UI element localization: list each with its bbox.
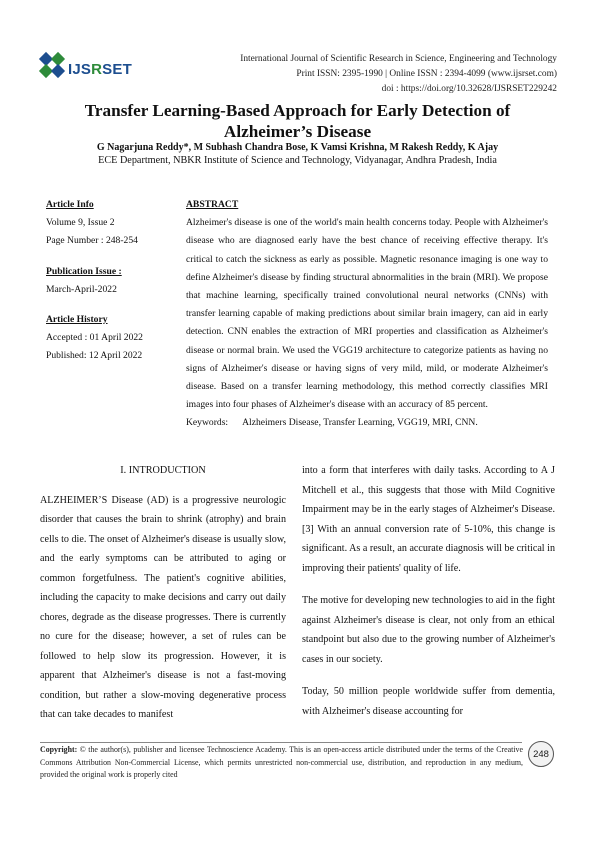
title-line-1: Transfer Learning-Based Approach for Early Detection of (84, 101, 511, 120)
page-number: 248 (528, 741, 554, 767)
article-history-heading: Article History (46, 314, 108, 326)
published-date: Published: 12 April 2022 (46, 350, 143, 362)
paragraph: ALZHEIMER’S Disease (AD) is a progressive neurologic disorder that causes the brain to shrink (atrophy) and brain cells to die. The onset of Alzheimer's disease is usually slow, and the early symptoms can be attributed to aging or common forgetfulness. The patient's cognitive abilities, including the capacity to make decisions and carry out daily chores, degrade as the disease progresses. There is currently no cure for the disease; however, a set of rules can be followed to help slow its progression. However, it is apparent that Alzheimer's disease is not a fast-moving condition, but rather a slow-moving degenerative process that can take decades to manifest (40, 494, 286, 720)
keywords-label: Keywords: (186, 417, 229, 429)
publication-issue-heading: Publication Issue : (46, 265, 122, 277)
logo-text: IJSRSET (68, 61, 132, 78)
article-info-heading: Article Info (46, 199, 94, 210)
journal-logo (38, 51, 138, 81)
affiliation: ECE Department, NBKR Institute of Science and Technology, Vidyanagar, Andhra Pradesh, India (98, 155, 497, 166)
article-info (46, 196, 176, 366)
keywords (186, 414, 548, 432)
paper-title (40, 100, 555, 142)
journal-issn: Print ISSN: 2395-1990 | Online ISSN : 2394-4099 (www.ijsrset.com) (296, 69, 557, 79)
abstract-text: Alzheimer's disease is one of the world's main health concerns today. People with Alzheimer's disease who are diagnosed early have the best chance of receiving effective therapy. It's critical to catch the sickness as early as possible. Magnetic resonance imaging is one way to define Alzheimer's disease by finding structural abnormalities in the brain (MRI). We propose that machine learning, specifically trained convolutional neural networks (CNNs) with transfer learning capable of making predictions about similar brain imagery, can aid in early detection. CNN enables the extraction of MRI properties and classification as Alzheimer's disease or normal brain. We used the VGG19 architecture to categorize patients as having no signs of Alzheimer's disease or having signs of very mild, mild, or moderate Alzheimer's disease. Based on a transfer learning methodology, this method correctly classifies MRI images into four phases of Alzheimer's disease with an accuracy of 85 percent. (186, 217, 548, 411)
copyright-footer (40, 744, 523, 782)
body-column-left (40, 461, 286, 725)
journal-name: International Journal of Scientific Research in Science, Engineering and Technology (240, 54, 557, 64)
abstract (186, 196, 548, 433)
volume-issue: Volume 9, Issue 2 (46, 217, 115, 229)
footer-divider (40, 742, 522, 743)
copyright-text: the author(s), publisher and licensee Technoscience Academy. This is an open-access article distributed under the terms of the Creative Commons Attribution Non-Commercial License, which permits unrestricted non-commercial use, distribution, and reproduction in any medium, provided the original work is properly cited (40, 745, 523, 779)
page-range: Page Number : 248-254 (46, 235, 138, 247)
author-list: G Nagarjuna Reddy*, M Subhash Chandra Bose, K Vamsi Krishna, M Rakesh Reddy, K Ajay (96, 142, 499, 153)
accepted-date: Accepted : 01 April 2022 (46, 332, 143, 344)
abstract-heading: ABSTRACT (186, 199, 239, 210)
copyright-label: Copyright: (40, 745, 78, 754)
paragraph: into a form that interferes with daily tasks. According to A J Mitchell et al., this suggests that those with Mild Cognitive Impairment may be in the early stages of Alzheimer's Disease. [3] With an annual conversion rate of 5-10%, this change is significant. As a result, an accurate diagnosis will be critical in improving their patients' quality of life. (302, 465, 555, 574)
paragraph: Today, 50 million people worldwide suffer from dementia, with Alzheimer's disease accounting for (302, 686, 555, 717)
paragraph: The motive for developing new technologies to aid in the fight against Alzheimer's disease is clear, not only from an ethical standpoint but also due to the growing number of Alzheimer's cases in our society. (302, 595, 555, 665)
title-line-2: Alzheimer’s Disease (223, 122, 372, 141)
journal-doi: doi : https://doi.org/10.32628/IJSRSET229242 (381, 84, 557, 94)
keywords-value: Alzheimers Disease, Transfer Learning, VGG19, MRI, CNN. (242, 417, 478, 429)
body-column-right (302, 461, 555, 721)
logo-mark-icon (38, 51, 68, 81)
publication-issue-value: March-April-2022 (46, 283, 117, 295)
journal-header (240, 52, 557, 97)
copyright-icon: © (79, 745, 86, 754)
section-title: I. INTRODUCTION (120, 465, 206, 476)
